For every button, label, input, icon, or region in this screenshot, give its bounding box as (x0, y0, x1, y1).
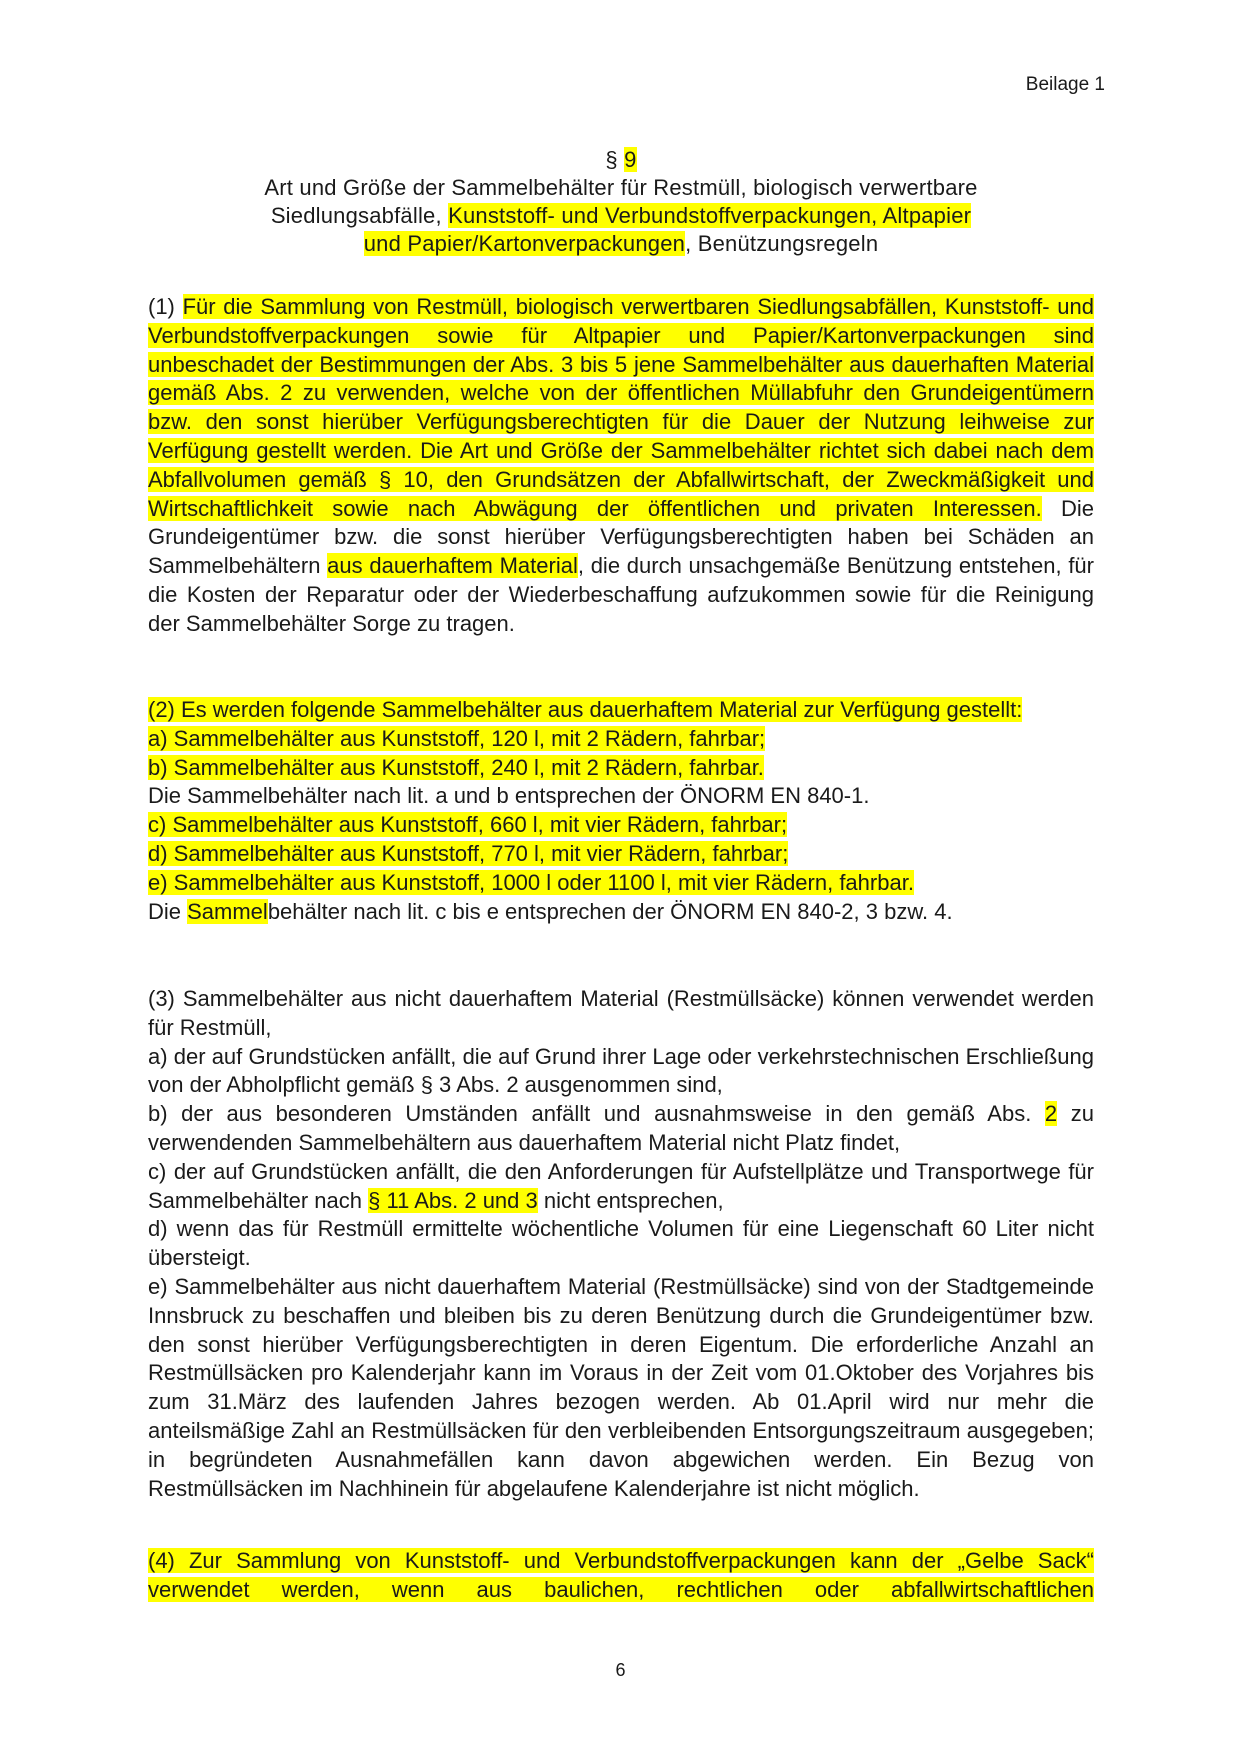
paragraph-4 (148, 1547, 1094, 1605)
title-2b: Kunststoff- und Verbundstoffverpackungen, Altpapier (448, 203, 972, 228)
para2-note-ab: Die Sammelbehälter nach lit. a und b entsprechen der ÖNORM EN 840-1. (148, 783, 870, 809)
para1-text-2: Die Grundeigentümer bzw. die sonst hierüber Verfügungsberechtigten haben bei Schäden an Sammelbehältern (148, 495, 1094, 579)
para2-item-e: e) Sammelbehälter aus Kunststoff, 1000 l oder 1100 l, mit vier Rädern, fahrbar. (148, 869, 914, 895)
paragraph-3 (148, 985, 1094, 1503)
para3-item-c (148, 1158, 1094, 1216)
section-sign: § (605, 147, 625, 172)
para2-item-a: a) Sammelbehälter aus Kunststoff, 120 l, mit 2 Rädern, fahrbar; (148, 725, 766, 751)
note-ce-highlight: Sammel (187, 898, 268, 924)
para3-intro: (3) Sammelbehälter aus nicht dauerhaftem Material (Restmüllsäcke) können verwendet werden für Restmüll, (148, 986, 1094, 1040)
paragraph-2 (148, 696, 1094, 926)
para4-text: (4) Zur Sammlung von Kunststoff- und Verbundstoffverpackungen kann der „Gelbe Sack“ verwendet werden, wenn aus baulichen, rechtlichen oder abfallwirtschaftlichen (148, 1548, 1094, 1602)
title-line-2 (148, 202, 1094, 230)
para2-item-d: d) Sammelbehälter aus Kunststoff, 770 l, mit vier Rädern, fahrbar; (148, 840, 789, 866)
paragraph-1 (148, 293, 1094, 639)
attachment-label: Beilage 1 (1025, 74, 1105, 95)
para2-item-b: b) Sammelbehälter aus Kunststoff, 240 l, mit 2 Rädern, fahrbar. (148, 754, 764, 780)
para3-item-a: a) der auf Grundstücken anfällt, die auf Grund ihrer Lage oder verkehrstechnischen Erschließung von der Abholpflicht gemäß § 3 Abs. 2 ausgenommen sind, (148, 1043, 1094, 1098)
para2-note-ce (148, 898, 1094, 927)
section-number-line (148, 146, 1094, 174)
section-heading (148, 146, 1094, 258)
item-c-highlight: § 11 Abs. 2 und 3 (368, 1187, 538, 1213)
note-ce-1: Die (148, 898, 188, 924)
item-b-1: b) der aus besonderen Umständen anfällt und ausnahmsweise in den gemäß Abs. (148, 1101, 1045, 1127)
para3-item-e: e) Sammelbehälter aus nicht dauerhaftem Material (Restmüllsäcke) sind von der Stadtgemeinde Innsbruck zu beschaffen und bleiben bis zu deren Benützung durch die Grundeigentümer bzw. den sonst hierüber Verfügungsberechtigten in deren Eigentum. Die erforderliche Anzahl an Restmüllsäcken pro Kalenderjahr kann im Voraus in der Zeit vom 01.Oktober des Vorjahres bis zum 31.März des laufenden Jahres bezogen werden. Ab 01.April wird nur mehr die anteilsmäßige Zahl an Restmüllsäcken für den verbleibenden Entsorgungszeitraum ausgegeben; in begründeten Ausnahmefällen kann davon abgewichen werden. Ein Bezug von Restmüllsäcken im Nachhinein für abgelaufene Kalenderjahre ist nicht möglich. (148, 1273, 1094, 1501)
item-b-2: zu verwendenden Sammelbehältern aus dauerhaftem Material nicht Platz findet, (148, 1101, 1094, 1155)
para3-item-d: d) wenn das für Restmüll ermittelte wöchentliche Volumen für eine Liegenschaft 60 Liter nicht übersteigt. (148, 1216, 1094, 1271)
title-3a: und Papier/Kartonverpackungen (363, 231, 686, 256)
note-ce-2: behälter nach lit. c bis e entsprechen der ÖNORM EN 840-2, 3 bzw. 4. (267, 898, 953, 924)
section-number: 9 (624, 147, 637, 172)
item-b-highlight: 2 (1044, 1101, 1058, 1127)
item-c-2: nicht entsprechen, (537, 1187, 724, 1213)
page-number: 6 (615, 1660, 626, 1680)
para1-highlight-1: Für die Sammlung von Restmüll, biologisch verwertbaren Siedlungsabfällen, Kunststoff- und Verbundstoffverpackungen sowie für Altpapier und Papier/Kartonverpackungen sind unbeschadet der Bestimmungen der Abs. 3 bis 5 jene Sammelbehälter aus dauerhaften Material gemäß Abs. 2 zu verwenden, welche von der öffentlichen Müllabfuhr den Grundeigentümern bzw. den sonst hierüber Verfügungsberechtigten für die Dauer der Nutzung leihweise zur Verfügung gestellt werden. Die Art und Größe der Sammelbehälter richtet sich dabei nach dem Abfallvolumen gemäß § 10, den Grundsätzen der Abfallwirtschaft, der Zweckmäßigkeit und Wirtschaftlichkeit sowie nach Abwägung der öffentlichen und privaten Interessen. (148, 294, 1095, 521)
title-line-3 (148, 230, 1094, 258)
para1-text-4: , die durch unsachgemäße Benützung entstehen, für die Kosten der Reparatur oder der Wiederbeschaffung aufzukommen sowie für die Reinigung der Sammelbehälter Sorge zu tragen. (148, 553, 1094, 636)
para2-intro: (2) Es werden folgende Sammelbehälter aus dauerhaftem Material zur Verfügung gestellt: (148, 697, 1023, 722)
para2-item-c: c) Sammelbehälter aus Kunststoff, 660 l, mit vier Rädern, fahrbar; (148, 812, 788, 838)
title-3b: , Benützungsregeln (685, 231, 879, 256)
title-line-1: Art und Größe der Sammelbehälter für Restmüll, biologisch verwertbare (264, 175, 978, 200)
item-c-1: c) der auf Grundstücken anfällt, die den Anforderungen für Aufstellplätze und Transportwege für Sammelbehälter nach (148, 1158, 1094, 1213)
title-2a: Siedlungsabfälle, (270, 203, 449, 228)
para1-num: (1) (148, 294, 183, 319)
para1-highlight-3: aus dauerhaftem Material (327, 553, 578, 579)
para3-item-b (148, 1100, 1094, 1158)
